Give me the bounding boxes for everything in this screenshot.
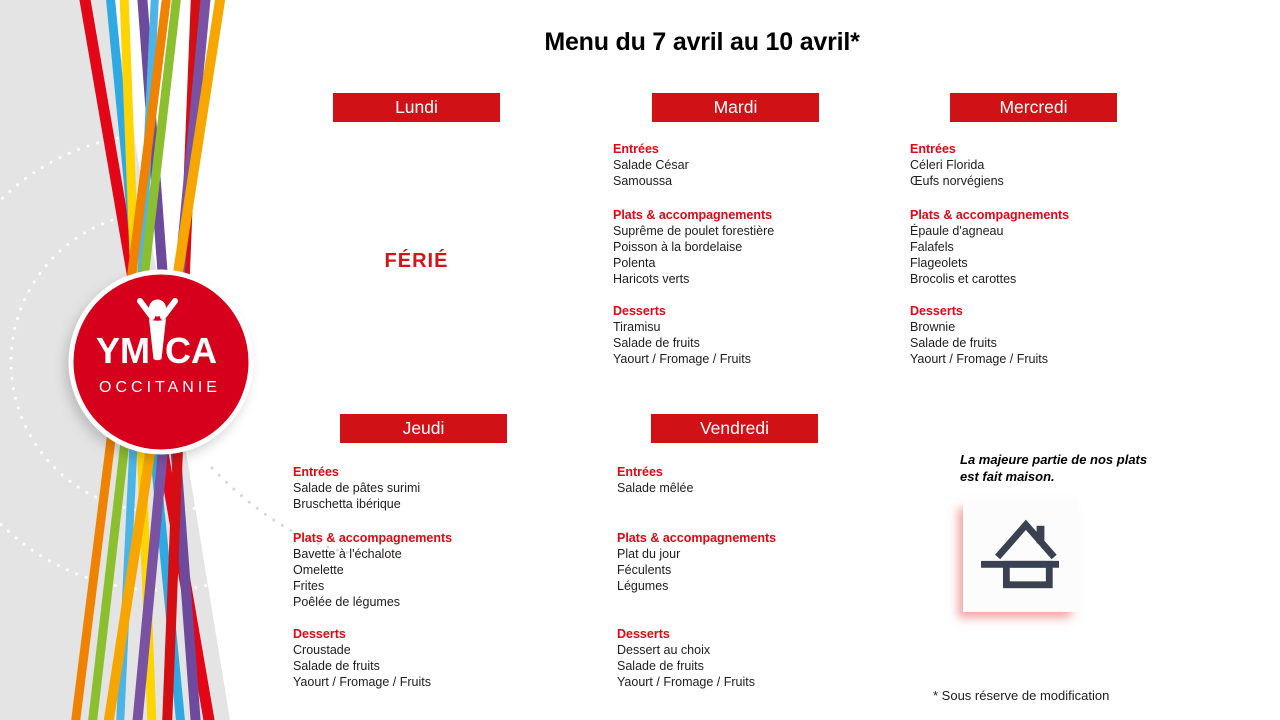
- jeudi-desserts-section: [293, 626, 543, 690]
- menu-item: Croustade: [293, 643, 351, 657]
- vendredi-desserts-section: [617, 626, 867, 690]
- page-title: Menu du 7 avril au 10 avril*: [544, 28, 860, 56]
- menu-item: Féculents: [617, 563, 672, 577]
- mardi-entrees-section: [613, 141, 863, 189]
- section-heading: Plats & accompagnements: [613, 208, 773, 222]
- section-heading: Plats & accompagnements: [617, 531, 777, 545]
- section-heading: Entrées: [910, 142, 956, 156]
- jeudi-entrees-section: [293, 464, 543, 512]
- vendredi-plats-section: [617, 530, 867, 594]
- house-icon-box: [963, 500, 1078, 612]
- section-heading: Desserts: [613, 304, 666, 318]
- menu-item: Yaourt / Fromage / Fruits: [293, 675, 432, 689]
- section-heading: Entrées: [617, 465, 663, 479]
- section-heading: Desserts: [617, 627, 670, 641]
- menu-item: Samoussa: [613, 174, 673, 188]
- menu-item: Yaourt / Fromage / Fruits: [617, 675, 756, 689]
- vendredi-entrees-section: [617, 464, 867, 496]
- vendredi-column: [617, 464, 867, 696]
- menu-item: Yaourt / Fromage / Fruits: [910, 352, 1049, 366]
- mercredi-entrees-section: [910, 141, 1160, 189]
- day-header-vendredi: Vendredi: [651, 414, 818, 443]
- mercredi-column: [910, 141, 1160, 373]
- day-header-mercredi: Mercredi: [950, 93, 1117, 122]
- menu-item: Tiramisu: [613, 320, 661, 334]
- menu-item: Yaourt / Fromage / Fruits: [613, 352, 752, 366]
- menu-item: Poisson à la bordelaise: [613, 240, 743, 254]
- logo-word-left: YM: [96, 330, 150, 371]
- menu-item: Polenta: [613, 256, 656, 270]
- menu-item: Céleri Florida: [910, 158, 985, 172]
- footnote: * Sous réserve de modification: [933, 688, 1110, 703]
- jeudi-column: [293, 464, 543, 696]
- menu-item: Brownie: [910, 320, 956, 334]
- section-heading: Entrées: [613, 142, 659, 156]
- mardi-column: [613, 141, 863, 373]
- logo-subtitle: OCCITANIE: [99, 379, 221, 396]
- menu-item: Dessert au choix: [617, 643, 711, 657]
- logo-word-right: CA: [165, 330, 217, 371]
- house-icon: [977, 517, 1065, 595]
- menu-item: Œufs norvégiens: [910, 174, 1004, 188]
- mardi-desserts-section: [613, 303, 863, 367]
- menu-item: Poêlée de légumes: [293, 595, 401, 609]
- menu-item: Salade de fruits: [910, 336, 997, 350]
- menu-item: Salade de fruits: [613, 336, 700, 350]
- menu-item: Suprême de poulet forestière: [613, 224, 775, 238]
- menu-item: Haricots verts: [613, 272, 690, 286]
- menu-item: Bavette à l'échalote: [293, 547, 402, 561]
- section-heading: Desserts: [293, 627, 346, 641]
- ymca-logo: [65, 272, 251, 460]
- menu-item: Flageolets: [910, 256, 968, 270]
- menu-item: Omelette: [293, 563, 344, 577]
- mercredi-desserts-section: [910, 303, 1160, 367]
- section-heading: Desserts: [910, 304, 963, 318]
- section-heading: Plats & accompagnements: [293, 531, 453, 545]
- jeudi-plats-section: [293, 530, 543, 610]
- section-heading: Entrées: [293, 465, 339, 479]
- mercredi-plats-section: [910, 207, 1160, 287]
- menu-item: Salade mêlée: [617, 481, 694, 495]
- menu-item: Plat du jour: [617, 547, 681, 561]
- menu-item: Bruschetta ibérique: [293, 497, 401, 511]
- homemade-note: La majeure partie de nos plats est fait maison.: [960, 452, 1148, 484]
- mardi-plats-section: [613, 207, 863, 287]
- menu-item: Salade de pâtes surimi: [293, 481, 421, 495]
- ferie-label: FÉRIÉ: [384, 250, 449, 272]
- section-heading: Plats & accompagnements: [910, 208, 1070, 222]
- menu-item: Salade de fruits: [293, 659, 380, 673]
- menu-item: Falafels: [910, 240, 954, 254]
- day-header-lundi: Lundi: [333, 93, 500, 122]
- menu-item: Frites: [293, 579, 325, 593]
- menu-item: Épaule d'agneau: [910, 224, 1004, 238]
- menu-item: Salade César: [613, 158, 689, 172]
- menu-item: Légumes: [617, 579, 669, 593]
- day-header-jeudi: Jeudi: [340, 414, 507, 443]
- menu-item: Salade de fruits: [617, 659, 704, 673]
- menu-item: Brocolis et carottes: [910, 272, 1017, 286]
- day-header-mardi: Mardi: [652, 93, 819, 122]
